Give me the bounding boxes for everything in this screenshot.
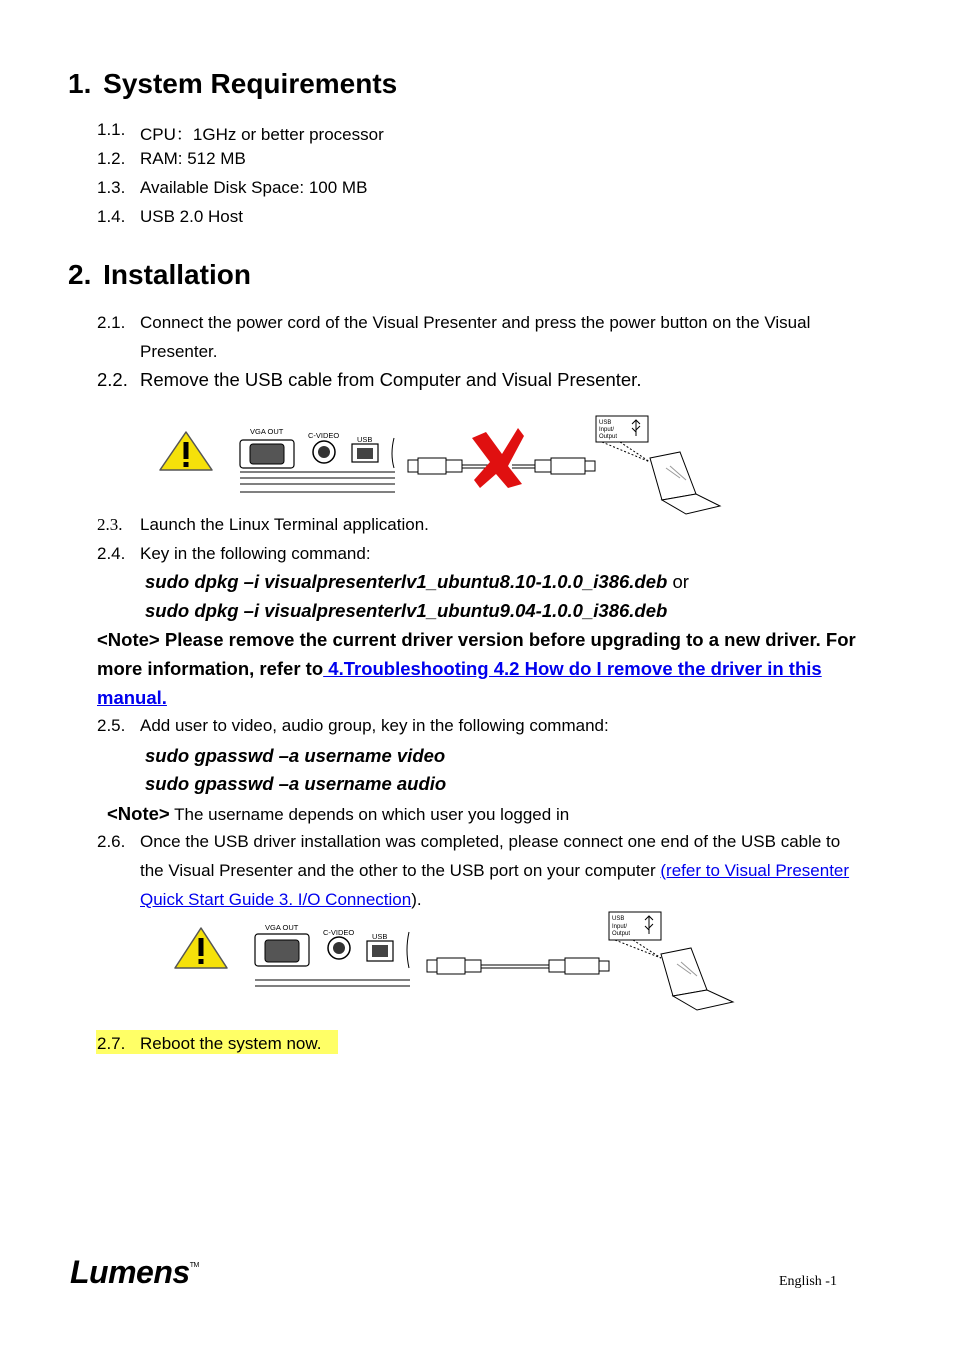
cross-icon — [472, 428, 524, 488]
usb-disconnect-diagram — [150, 410, 730, 522]
command-line: sudo gpasswd –a username video — [145, 745, 446, 766]
troubleshooting-link-cont[interactable]: manual. — [97, 687, 167, 708]
step-text — [140, 861, 849, 881]
vga-label: VGA OUT — [250, 427, 284, 436]
step-text: Remove the USB cable from Computer and Visual Presenter. — [140, 369, 642, 390]
presenter-ports-icon — [240, 427, 395, 492]
section1-heading — [68, 68, 397, 100]
command-line: sudo gpasswd –a username audio — [145, 773, 447, 794]
note-line — [97, 687, 167, 709]
step-number: 2.2. — [97, 369, 128, 390]
command-line: sudo dpkg –i visualpresenterlv1_ubuntu9.04-1.0.0_i386.deb — [145, 600, 668, 621]
note-text: more information, refer to — [97, 658, 324, 679]
item-number: 1.2. — [97, 149, 126, 168]
usb-cable-icon — [427, 958, 609, 974]
laptop-icon — [609, 912, 733, 1010]
step-text: Once the USB driver installation was completed, please connect one end of the USB cable to — [140, 832, 841, 851]
section2-title: Installation — [103, 259, 251, 290]
note-line: <Note> Please remove the current driver version before upgrading to a new driver. For — [97, 629, 856, 650]
quick-start-guide-link[interactable]: (refer to Visual Presenter — [660, 861, 850, 880]
laptop-output-label: Output — [599, 434, 618, 440]
laptop-output-label: Output — [612, 931, 631, 937]
vga-label: VGA OUT — [265, 923, 299, 932]
item-text: Available Disk Space: 100 MB — [140, 178, 368, 197]
step-text — [140, 890, 422, 910]
section1-title: System Requirements — [103, 68, 398, 99]
step-text: Presenter. — [140, 342, 218, 361]
usb-label: USB — [357, 435, 373, 444]
step-text: Add user to video, audio group, key in the following command: — [140, 716, 609, 735]
command-suffix: or — [667, 571, 689, 592]
note-line — [97, 658, 822, 680]
step-number: 2.5. — [97, 716, 126, 735]
item-text: RAM: 512 MB — [140, 149, 246, 168]
item-number: 1.3. — [97, 178, 126, 197]
usb-label: USB — [372, 932, 388, 941]
command-line — [145, 571, 689, 593]
item-text: CPU：1GHz or better processor — [140, 125, 384, 144]
note-label: <Note> — [107, 803, 170, 824]
step-text: Reboot the system now. — [140, 1034, 322, 1053]
quick-start-guide-link-cont[interactable]: Quick Start Guide 3. I/O Connection — [140, 890, 412, 909]
step-text: Key in the following command: — [140, 544, 371, 563]
section2-number: 2. — [68, 259, 92, 290]
section1-number: 1. — [68, 68, 92, 99]
note-text: The username depends on which user you logged in — [169, 805, 570, 824]
laptop-usb-label: USB — [612, 916, 625, 922]
step-number: 2.3. — [97, 515, 123, 534]
step-number: 2.4. — [97, 544, 126, 563]
step-text-part: ). — [411, 890, 422, 909]
lumens-logo: Lumens™ — [70, 1254, 199, 1290]
page-number: English -1 — [779, 1274, 837, 1289]
step-number: 2.6. — [97, 832, 126, 851]
warning-triangle-icon — [160, 432, 212, 470]
laptop-icon — [596, 416, 720, 514]
cvideo-label: C-VIDEO — [308, 431, 340, 440]
item-text: USB 2.0 Host — [140, 207, 243, 226]
section2-heading — [68, 259, 251, 291]
item-number: 1.1. — [97, 120, 126, 139]
usb-connect-diagram — [165, 908, 745, 1012]
item-number: 1.4. — [97, 207, 126, 226]
laptop-input-label: Input/ — [612, 924, 628, 930]
presenter-ports-icon — [255, 923, 410, 986]
troubleshooting-link[interactable]: 4.Troubleshooting 4.2 How do I remove the driver in this — [323, 658, 822, 679]
laptop-usb-label: USB — [599, 420, 612, 426]
warning-triangle-icon — [175, 928, 227, 968]
note-line — [107, 803, 569, 825]
laptop-input-label: Input/ — [599, 427, 615, 433]
step-text: Connect the power cord of the Visual Presenter and press the power button on the Visual — [140, 313, 811, 332]
step-text: Launch the Linux Terminal application. — [140, 515, 429, 534]
step-number: 2.1. — [97, 313, 126, 332]
step-text-part: the Visual Presenter and the other to the USB port on your computer — [140, 861, 661, 880]
command-text: sudo dpkg –i visualpresenterlv1_ubuntu8.10-1.0.0_i386.deb — [145, 571, 668, 592]
step-number: 2.7. — [97, 1034, 126, 1053]
cvideo-label: C-VIDEO — [323, 928, 355, 937]
